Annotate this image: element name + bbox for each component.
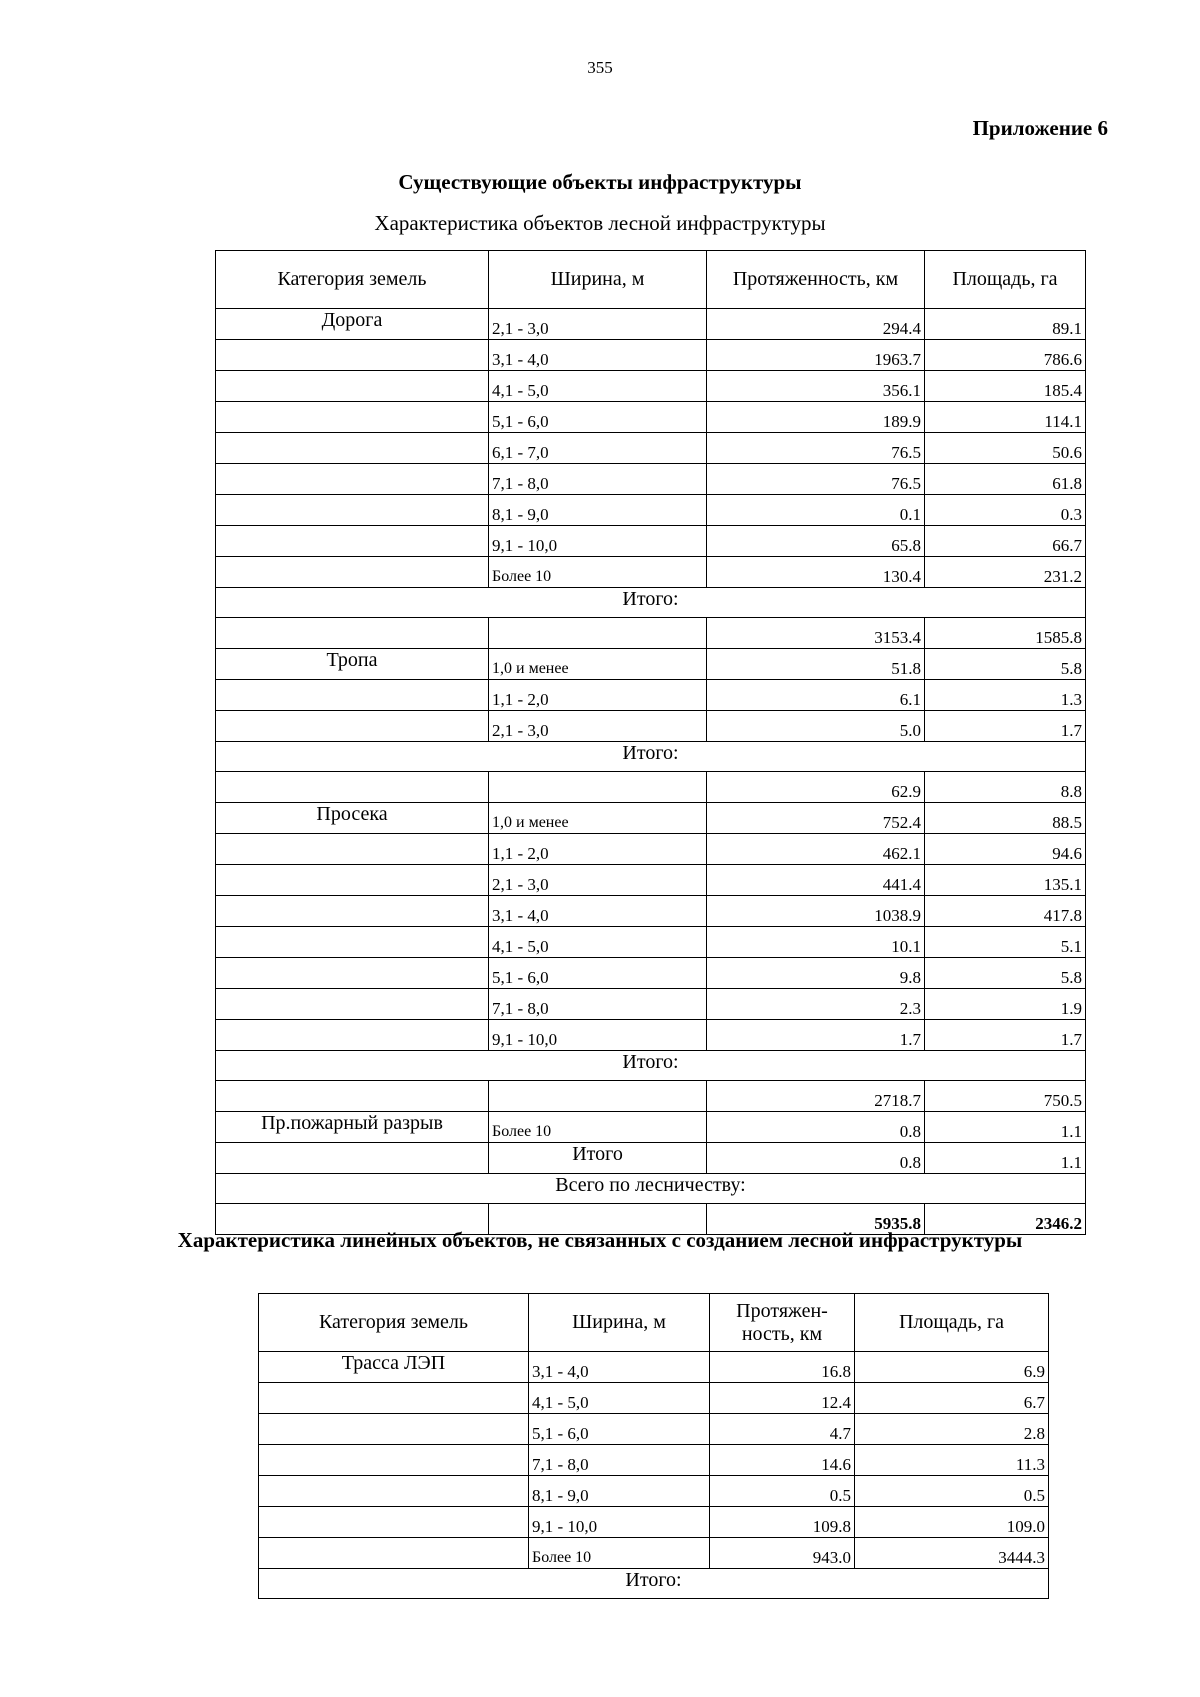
table-row (216, 526, 1086, 557)
area-cell: 6.9 (855, 1352, 1049, 1383)
table-row (216, 433, 1086, 464)
length-cell: 1.7 (707, 1020, 925, 1051)
width-cell: 4,1 - 5,0 (489, 371, 707, 402)
subtotal-row (216, 1143, 1086, 1174)
width-cell: 1,0 и менее (489, 803, 707, 834)
category-cell (216, 834, 489, 865)
length-cell: 2718.7 (707, 1081, 925, 1112)
length-cell: 5.0 (707, 711, 925, 742)
length-cell: 0.8 (707, 1112, 925, 1143)
table-row (259, 1352, 1049, 1383)
width-cell: 4,1 - 5,0 (489, 927, 707, 958)
width-cell: 3,1 - 4,0 (529, 1352, 710, 1383)
category-cell (216, 1081, 489, 1112)
table-row (216, 803, 1086, 834)
total-label: Всего по лесничеству: (216, 1174, 1086, 1204)
table-row (216, 927, 1086, 958)
area-cell: 2346.2 (925, 1204, 1086, 1235)
length-cell: 189.9 (707, 402, 925, 433)
category-cell (259, 1383, 529, 1414)
column-header: Площадь, га (855, 1294, 1049, 1352)
area-cell: 50.6 (925, 433, 1086, 464)
length-cell: 0.8 (707, 1143, 925, 1174)
category-cell: Пр.пожарный разрыв (216, 1112, 489, 1143)
category-cell: Трасса ЛЭП (259, 1352, 529, 1383)
width-cell (489, 1081, 707, 1112)
length-cell: 943.0 (710, 1538, 855, 1569)
width-cell: 9,1 - 10,0 (529, 1507, 710, 1538)
area-cell: 6.7 (855, 1383, 1049, 1414)
width-cell: 8,1 - 9,0 (489, 495, 707, 526)
length-cell: 1038.9 (707, 896, 925, 927)
length-cell: 12.4 (710, 1383, 855, 1414)
header-row (216, 251, 1086, 309)
width-cell: Более 10 (529, 1538, 710, 1569)
area-cell: 5.1 (925, 927, 1086, 958)
table-row (216, 958, 1086, 989)
area-cell: 750.5 (925, 1081, 1086, 1112)
area-cell: 231.2 (925, 557, 1086, 588)
column-header: Категория земель (259, 1294, 529, 1352)
area-cell: 1.1 (925, 1143, 1086, 1174)
area-cell: 11.3 (855, 1445, 1049, 1476)
table-row (216, 371, 1086, 402)
category-cell (216, 896, 489, 927)
category-cell (216, 433, 489, 464)
length-cell: 5935.8 (707, 1204, 925, 1235)
length-cell: 0.5 (710, 1476, 855, 1507)
category-cell (259, 1445, 529, 1476)
length-cell: 130.4 (707, 557, 925, 588)
length-cell: 752.4 (707, 803, 925, 834)
area-cell: 8.8 (925, 772, 1086, 803)
width-cell: 2,1 - 3,0 (489, 865, 707, 896)
linear-objects-table (258, 1293, 1049, 1599)
category-cell (216, 680, 489, 711)
length-cell: 65.8 (707, 526, 925, 557)
length-cell: 462.1 (707, 834, 925, 865)
table-row (216, 340, 1086, 371)
width-cell: Более 10 (489, 557, 707, 588)
width-cell: 1,1 - 2,0 (489, 834, 707, 865)
category-cell (216, 340, 489, 371)
table-row (259, 1414, 1049, 1445)
table-row (216, 711, 1086, 742)
column-header: Протяжен-ность, км (710, 1294, 855, 1352)
length-cell: 3153.4 (707, 618, 925, 649)
width-cell: 9,1 - 10,0 (489, 1020, 707, 1051)
length-cell: 62.9 (707, 772, 925, 803)
table-row (216, 464, 1086, 495)
category-cell (259, 1507, 529, 1538)
area-cell: 66.7 (925, 526, 1086, 557)
table-row (216, 772, 1086, 803)
category-cell (216, 927, 489, 958)
category-cell (216, 1143, 489, 1174)
area-cell: 2.8 (855, 1414, 1049, 1445)
column-header: Площадь, га (925, 251, 1086, 309)
column-header: Категория земель (216, 251, 489, 309)
width-cell (489, 772, 707, 803)
table-row (216, 680, 1086, 711)
page-number: 355 (587, 58, 613, 77)
table-row (216, 1020, 1086, 1051)
total-label: Итого: (259, 1569, 1049, 1599)
category-cell (216, 526, 489, 557)
section-total-label-row (216, 1174, 1086, 1204)
length-cell: 356.1 (707, 371, 925, 402)
area-cell: 417.8 (925, 896, 1086, 927)
category-cell (216, 958, 489, 989)
table-row (216, 557, 1086, 588)
width-cell: 2,1 - 3,0 (489, 711, 707, 742)
length-cell: 4.7 (710, 1414, 855, 1445)
category-cell (216, 464, 489, 495)
section-total-label-row (259, 1569, 1049, 1599)
category-cell (216, 557, 489, 588)
category-cell (216, 711, 489, 742)
length-cell: 0.1 (707, 495, 925, 526)
section-total-label-row (216, 1051, 1086, 1081)
area-cell: 1.1 (925, 1112, 1086, 1143)
table-row (216, 834, 1086, 865)
section-total-label-row (216, 742, 1086, 772)
width-cell: 8,1 - 9,0 (529, 1476, 710, 1507)
table1-caption: Характеристика объектов лесной инфраструктуры (374, 211, 826, 235)
width-cell: 9,1 - 10,0 (489, 526, 707, 557)
width-cell: 5,1 - 6,0 (489, 958, 707, 989)
length-cell: 1963.7 (707, 340, 925, 371)
width-cell: 5,1 - 6,0 (489, 402, 707, 433)
category-cell (259, 1414, 529, 1445)
subtotal-label: Итого (489, 1143, 707, 1174)
table-row (216, 618, 1086, 649)
table-row (216, 649, 1086, 680)
total-label: Итого: (216, 588, 1086, 618)
table-row (259, 1445, 1049, 1476)
length-cell: 16.8 (710, 1352, 855, 1383)
width-cell: Более 10 (489, 1112, 707, 1143)
category-cell (216, 865, 489, 896)
area-cell: 135.1 (925, 865, 1086, 896)
table-row (216, 495, 1086, 526)
table-row (216, 989, 1086, 1020)
category-cell (216, 495, 489, 526)
appendix-label: Приложение 6 (972, 116, 1108, 140)
area-cell: 0.5 (855, 1476, 1049, 1507)
width-cell: 2,1 - 3,0 (489, 309, 707, 340)
width-cell: 7,1 - 8,0 (489, 989, 707, 1020)
table-row (216, 896, 1086, 927)
width-cell: 4,1 - 5,0 (529, 1383, 710, 1414)
page-title: Существующие объекты инфраструктуры (398, 170, 802, 194)
length-cell: 9.8 (707, 958, 925, 989)
length-cell: 76.5 (707, 464, 925, 495)
category-cell: Просека (216, 803, 489, 834)
area-cell: 0.3 (925, 495, 1086, 526)
width-cell: 5,1 - 6,0 (529, 1414, 710, 1445)
category-cell (259, 1538, 529, 1569)
category-cell (216, 402, 489, 433)
category-cell (216, 772, 489, 803)
area-cell: 1.3 (925, 680, 1086, 711)
table-row (259, 1383, 1049, 1414)
area-cell: 94.6 (925, 834, 1086, 865)
area-cell: 1.7 (925, 711, 1086, 742)
area-cell: 5.8 (925, 958, 1086, 989)
area-cell: 3444.3 (855, 1538, 1049, 1569)
length-cell: 14.6 (710, 1445, 855, 1476)
width-cell: 6,1 - 7,0 (489, 433, 707, 464)
table-row (216, 865, 1086, 896)
category-cell: Дорога (216, 309, 489, 340)
length-cell: 6.1 (707, 680, 925, 711)
table-row (216, 309, 1086, 340)
length-cell: 2.3 (707, 989, 925, 1020)
length-cell: 10.1 (707, 927, 925, 958)
table-row (259, 1538, 1049, 1569)
area-cell: 185.4 (925, 371, 1086, 402)
category-cell: Тропа (216, 649, 489, 680)
area-cell: 114.1 (925, 402, 1086, 433)
length-cell: 109.8 (710, 1507, 855, 1538)
area-cell: 88.5 (925, 803, 1086, 834)
area-cell: 786.6 (925, 340, 1086, 371)
total-label: Итого: (216, 1051, 1086, 1081)
forest-infrastructure-table (215, 250, 1086, 1235)
category-cell (216, 989, 489, 1020)
width-cell (489, 618, 707, 649)
area-cell: 1.9 (925, 989, 1086, 1020)
width-cell: 7,1 - 8,0 (489, 464, 707, 495)
width-cell: 3,1 - 4,0 (489, 340, 707, 371)
section-total-label-row (216, 588, 1086, 618)
length-cell: 76.5 (707, 433, 925, 464)
width-cell: 1,1 - 2,0 (489, 680, 707, 711)
table2-caption: Характеристика линейных объектов, не связанных с созданием лесной инфраструктуры (177, 1228, 1023, 1252)
width-cell: 1,0 и менее (489, 649, 707, 680)
table-row (259, 1476, 1049, 1507)
category-cell (216, 618, 489, 649)
table-row (216, 1112, 1086, 1143)
total-label: Итого: (216, 742, 1086, 772)
area-cell: 5.8 (925, 649, 1086, 680)
area-cell: 109.0 (855, 1507, 1049, 1538)
area-cell: 89.1 (925, 309, 1086, 340)
column-header: Ширина, м (529, 1294, 710, 1352)
length-cell: 51.8 (707, 649, 925, 680)
table-row (216, 1081, 1086, 1112)
area-cell: 1585.8 (925, 618, 1086, 649)
category-cell (259, 1476, 529, 1507)
area-cell: 1.7 (925, 1020, 1086, 1051)
table-row (216, 402, 1086, 433)
header-row (259, 1294, 1049, 1352)
column-header: Протяженность, км (707, 251, 925, 309)
category-cell (216, 371, 489, 402)
table-row (259, 1507, 1049, 1538)
area-cell: 61.8 (925, 464, 1086, 495)
width-cell: 7,1 - 8,0 (529, 1445, 710, 1476)
length-cell: 294.4 (707, 309, 925, 340)
width-cell: 3,1 - 4,0 (489, 896, 707, 927)
category-cell (216, 1020, 489, 1051)
length-cell: 441.4 (707, 865, 925, 896)
column-header: Ширина, м (489, 251, 707, 309)
